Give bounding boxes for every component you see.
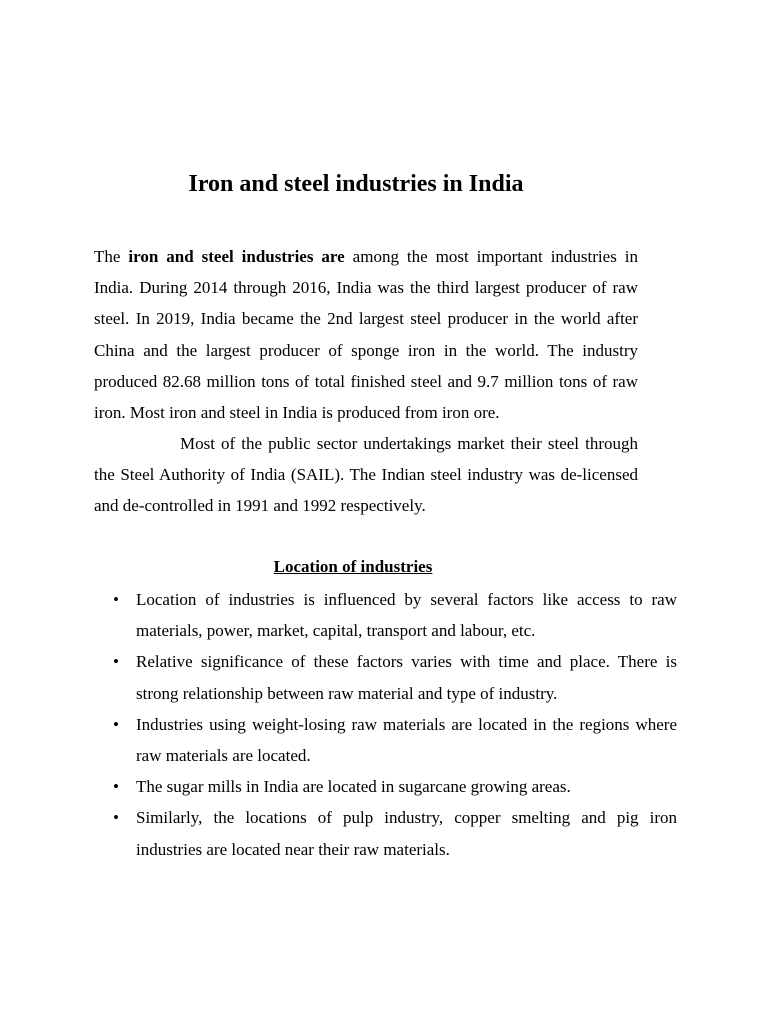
list-item-text: Relative significance of these factors varies with time and place. There is strong relationship between raw material and type of industry.	[136, 652, 677, 703]
bullet-icon: •	[113, 777, 119, 797]
list-item	[0, 709, 677, 771]
bullet-icon: •	[113, 590, 119, 609]
list-item	[0, 802, 677, 864]
list-item-text: Location of industries is influenced by several factors like access to raw materials, power, market, capital, transport and labour, etc.	[136, 590, 677, 641]
bullet-icon: •	[113, 808, 119, 828]
intro-bold-text: iron and steel industries are	[128, 247, 345, 266]
intro-lead-text: The	[94, 247, 129, 266]
list-item-text: Industries using weight-losing raw materials are located in the regions where raw materials are located.	[136, 714, 677, 766]
list-item	[0, 646, 677, 708]
list-item	[0, 771, 677, 802]
bullet-list	[0, 584, 768, 865]
section-heading: Location of industries	[273, 557, 433, 576]
sail-paragraph: Most of the public sector undertakings market their steel through the Steel Authority of India (SAIL). The Indian steel industry was de-licensed and de-controlled in 1991 and 1992 respectively.	[94, 434, 638, 516]
list-item-text: Similarly, the locations of pulp industry, copper smelting and pig iron industries are located near their raw materials.	[136, 808, 677, 859]
list-item	[0, 584, 677, 646]
page-title: Iron and steel industries in India	[188, 171, 524, 197]
intro-paragraph	[94, 241, 638, 428]
intro-rest-text: among the most important industries in India. During 2014 through 2016, India was the third largest producer of raw steel. In 2019, India became the 2nd largest steel producer in the world after China and the largest producer of sponge iron in the world. The industry produced 82.68 million tons of total finished steel and 9.7 million tons of raw iron. Most iron and steel in India is produced from iron ore.	[94, 247, 638, 423]
list-item-text: The sugar mills in India are located in sugarcane growing areas.	[136, 777, 571, 797]
bullet-icon: •	[113, 652, 119, 672]
bullet-icon: •	[113, 714, 119, 734]
